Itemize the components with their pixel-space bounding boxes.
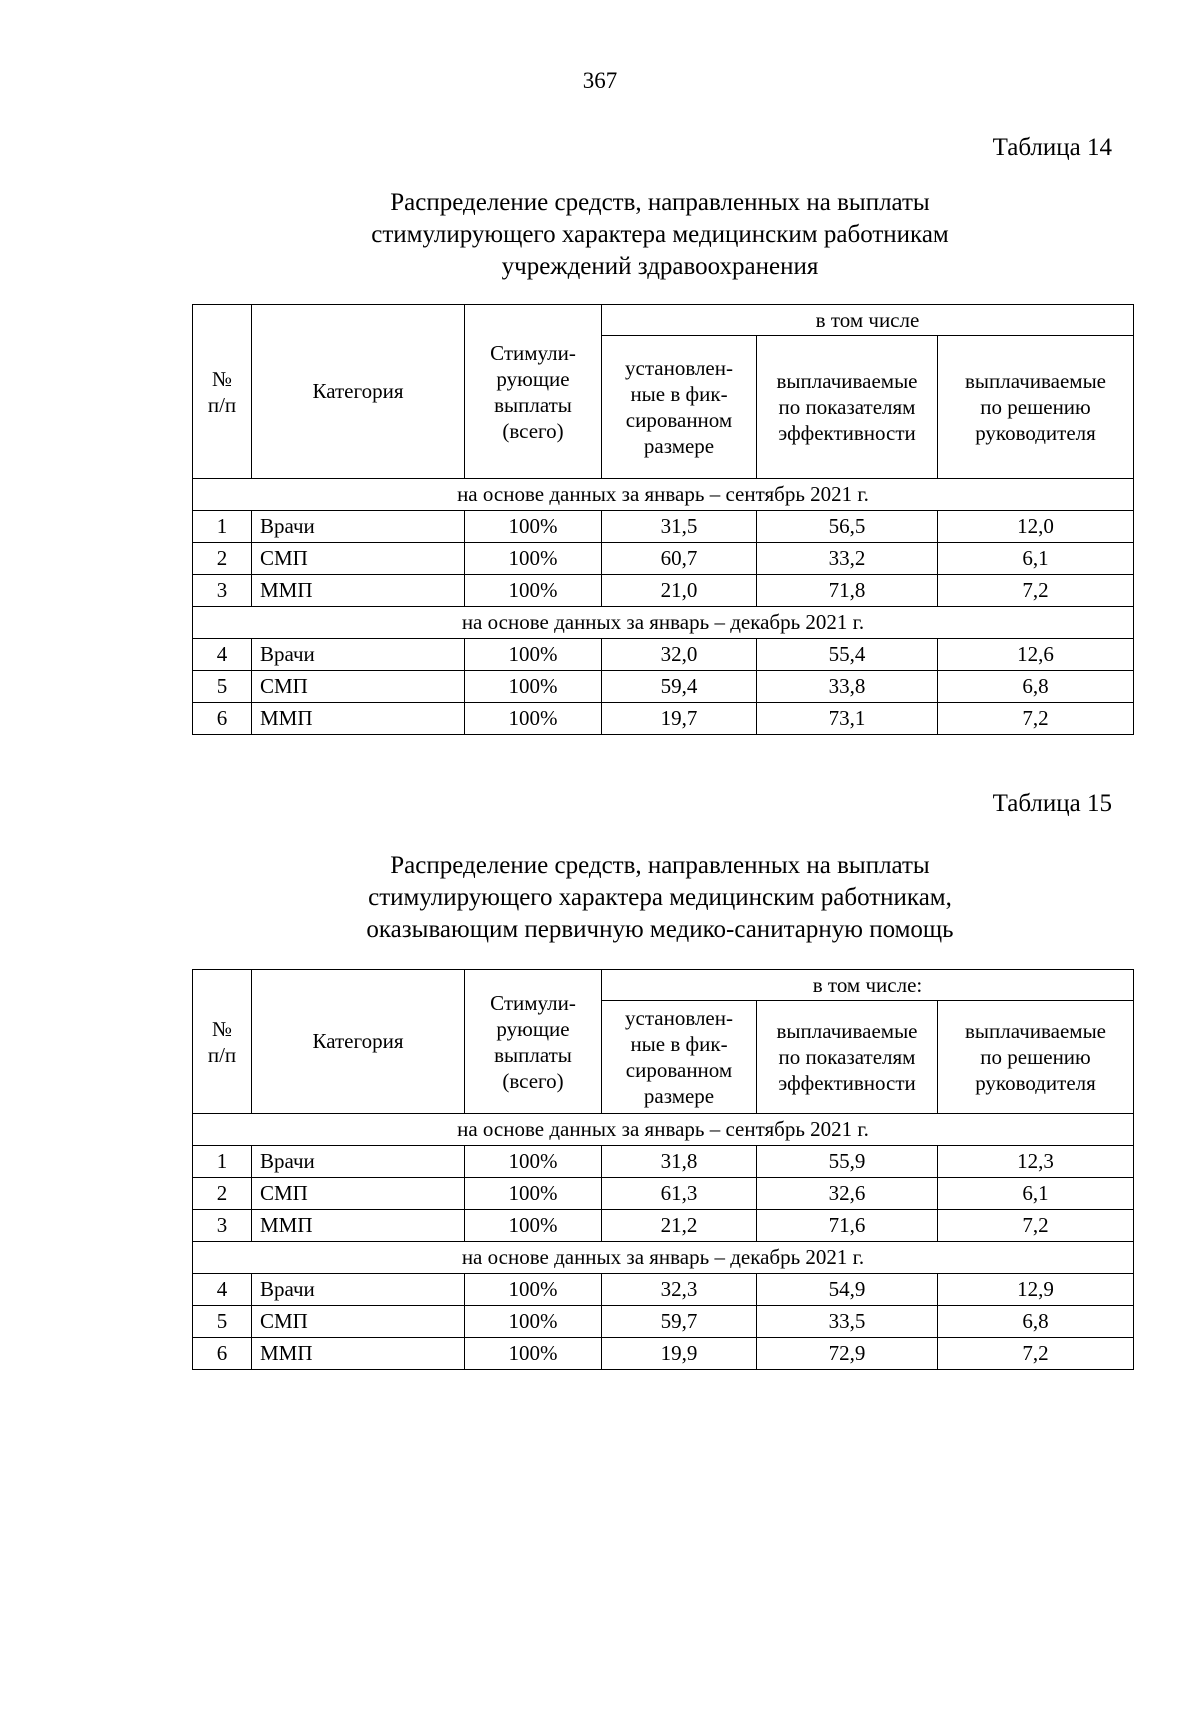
row-category: СМП xyxy=(252,543,465,575)
row-number: 3 xyxy=(193,575,252,607)
group-title: на основе данных за январь – декабрь 2021 г. xyxy=(193,1242,1134,1274)
row-fixed: 61,3 xyxy=(602,1178,757,1210)
row-category: ММП xyxy=(252,703,465,735)
header-total: Стимули- рующие выплаты (всего) xyxy=(465,970,602,1114)
row-efficiency: 71,6 xyxy=(757,1210,938,1242)
row-efficiency: 33,2 xyxy=(757,543,938,575)
row-efficiency: 71,8 xyxy=(757,575,938,607)
row-total: 100% xyxy=(465,1210,602,1242)
group-title: на основе данных за январь – декабрь 2021 г. xyxy=(193,607,1134,639)
table-row xyxy=(193,671,1134,703)
row-total: 100% xyxy=(465,1178,602,1210)
row-number: 4 xyxy=(193,639,252,671)
row-number: 2 xyxy=(193,543,252,575)
row-number: 6 xyxy=(193,1338,252,1370)
table-row xyxy=(193,1178,1134,1210)
header-manager: выплачиваемые по решению руководителя xyxy=(938,1001,1134,1114)
table-row xyxy=(193,1210,1134,1242)
row-fixed: 32,3 xyxy=(602,1274,757,1306)
row-number: 4 xyxy=(193,1274,252,1306)
row-manager: 12,6 xyxy=(938,639,1134,671)
row-total: 100% xyxy=(465,639,602,671)
row-fixed: 59,7 xyxy=(602,1306,757,1338)
row-efficiency: 73,1 xyxy=(757,703,938,735)
row-category: СМП xyxy=(252,671,465,703)
row-efficiency: 55,9 xyxy=(757,1146,938,1178)
table-15 xyxy=(192,969,1134,1370)
row-category: Врачи xyxy=(252,1274,465,1306)
row-category: ММП xyxy=(252,1338,465,1370)
row-manager: 12,9 xyxy=(938,1274,1134,1306)
table-label: Таблица 14 xyxy=(992,134,1112,161)
row-efficiency: 33,8 xyxy=(757,671,938,703)
header-including: в том числе xyxy=(602,305,1134,336)
row-manager: 6,1 xyxy=(938,1178,1134,1210)
table-row xyxy=(193,1146,1134,1178)
table-caption xyxy=(230,187,1090,283)
header-category: Категория xyxy=(252,305,465,479)
row-fixed: 59,4 xyxy=(602,671,757,703)
row-fixed: 21,0 xyxy=(602,575,757,607)
header-fixed: установлен- ные в фик- сированном размере xyxy=(602,1001,757,1114)
table-caption xyxy=(230,850,1090,946)
header-efficiency: выплачиваемые по показателям эффективности xyxy=(757,336,938,479)
table-row xyxy=(193,1306,1134,1338)
row-manager: 7,2 xyxy=(938,575,1134,607)
row-number: 1 xyxy=(193,1146,252,1178)
header-manager: выплачиваемые по решению руководителя xyxy=(938,336,1134,479)
row-manager: 12,0 xyxy=(938,511,1134,543)
row-fixed: 60,7 xyxy=(602,543,757,575)
row-manager: 7,2 xyxy=(938,1338,1134,1370)
table-row xyxy=(193,511,1134,543)
header-num: № п/п xyxy=(193,305,252,479)
caption-line: учреждений здравоохранения xyxy=(501,253,819,280)
row-number: 3 xyxy=(193,1210,252,1242)
row-fixed: 19,9 xyxy=(602,1338,757,1370)
row-efficiency: 32,6 xyxy=(757,1178,938,1210)
header-total: Стимули- рующие выплаты (всего) xyxy=(465,305,602,479)
row-total: 100% xyxy=(465,1146,602,1178)
row-total: 100% xyxy=(465,511,602,543)
group-title: на основе данных за январь – сентябрь 2021 г. xyxy=(193,1114,1134,1146)
row-total: 100% xyxy=(465,671,602,703)
row-number: 5 xyxy=(193,1306,252,1338)
caption-line: Распределение средств, направленных на выплаты xyxy=(390,189,930,216)
row-fixed: 32,0 xyxy=(602,639,757,671)
row-total: 100% xyxy=(465,1338,602,1370)
row-category: Врачи xyxy=(252,511,465,543)
row-fixed: 19,7 xyxy=(602,703,757,735)
row-total: 100% xyxy=(465,575,602,607)
row-number: 1 xyxy=(193,511,252,543)
row-category: ММП xyxy=(252,575,465,607)
row-number: 5 xyxy=(193,671,252,703)
row-total: 100% xyxy=(465,1274,602,1306)
row-category: СМП xyxy=(252,1306,465,1338)
row-number: 6 xyxy=(193,703,252,735)
header-num: № п/п xyxy=(193,970,252,1114)
row-fixed: 21,2 xyxy=(602,1210,757,1242)
row-total: 100% xyxy=(465,703,602,735)
page-number: 367 xyxy=(582,68,618,93)
group-title: на основе данных за январь – сентябрь 2021 г. xyxy=(193,479,1134,511)
caption-line: стимулирующего характера медицинским работникам xyxy=(371,221,949,248)
header-efficiency: выплачиваемые по показателям эффективности xyxy=(757,1001,938,1114)
row-category: СМП xyxy=(252,1178,465,1210)
header-category: Категория xyxy=(252,970,465,1114)
table-row xyxy=(193,1338,1134,1370)
table-row xyxy=(193,543,1134,575)
row-efficiency: 54,9 xyxy=(757,1274,938,1306)
row-manager: 6,8 xyxy=(938,1306,1134,1338)
table-14 xyxy=(192,304,1134,735)
caption-line: оказывающим первичную медико-санитарную помощь xyxy=(366,916,954,943)
row-manager: 7,2 xyxy=(938,1210,1134,1242)
header-fixed: установлен- ные в фик- сированном размере xyxy=(602,336,757,479)
row-manager: 12,3 xyxy=(938,1146,1134,1178)
row-efficiency: 33,5 xyxy=(757,1306,938,1338)
table-row xyxy=(193,1274,1134,1306)
caption-line: Распределение средств, направленных на выплаты xyxy=(390,852,930,879)
row-efficiency: 72,9 xyxy=(757,1338,938,1370)
row-fixed: 31,8 xyxy=(602,1146,757,1178)
row-efficiency: 55,4 xyxy=(757,639,938,671)
row-category: ММП xyxy=(252,1210,465,1242)
row-total: 100% xyxy=(465,1306,602,1338)
row-category: Врачи xyxy=(252,1146,465,1178)
table-label: Таблица 15 xyxy=(992,790,1112,817)
row-total: 100% xyxy=(465,543,602,575)
table-row xyxy=(193,639,1134,671)
header-including: в том числе: xyxy=(602,970,1134,1001)
row-manager: 7,2 xyxy=(938,703,1134,735)
row-manager: 6,1 xyxy=(938,543,1134,575)
caption-line: стимулирующего характера медицинским работникам, xyxy=(368,884,952,911)
row-efficiency: 56,5 xyxy=(757,511,938,543)
row-fixed: 31,5 xyxy=(602,511,757,543)
row-manager: 6,8 xyxy=(938,671,1134,703)
row-category: Врачи xyxy=(252,639,465,671)
table-row xyxy=(193,575,1134,607)
row-number: 2 xyxy=(193,1178,252,1210)
table-row xyxy=(193,703,1134,735)
